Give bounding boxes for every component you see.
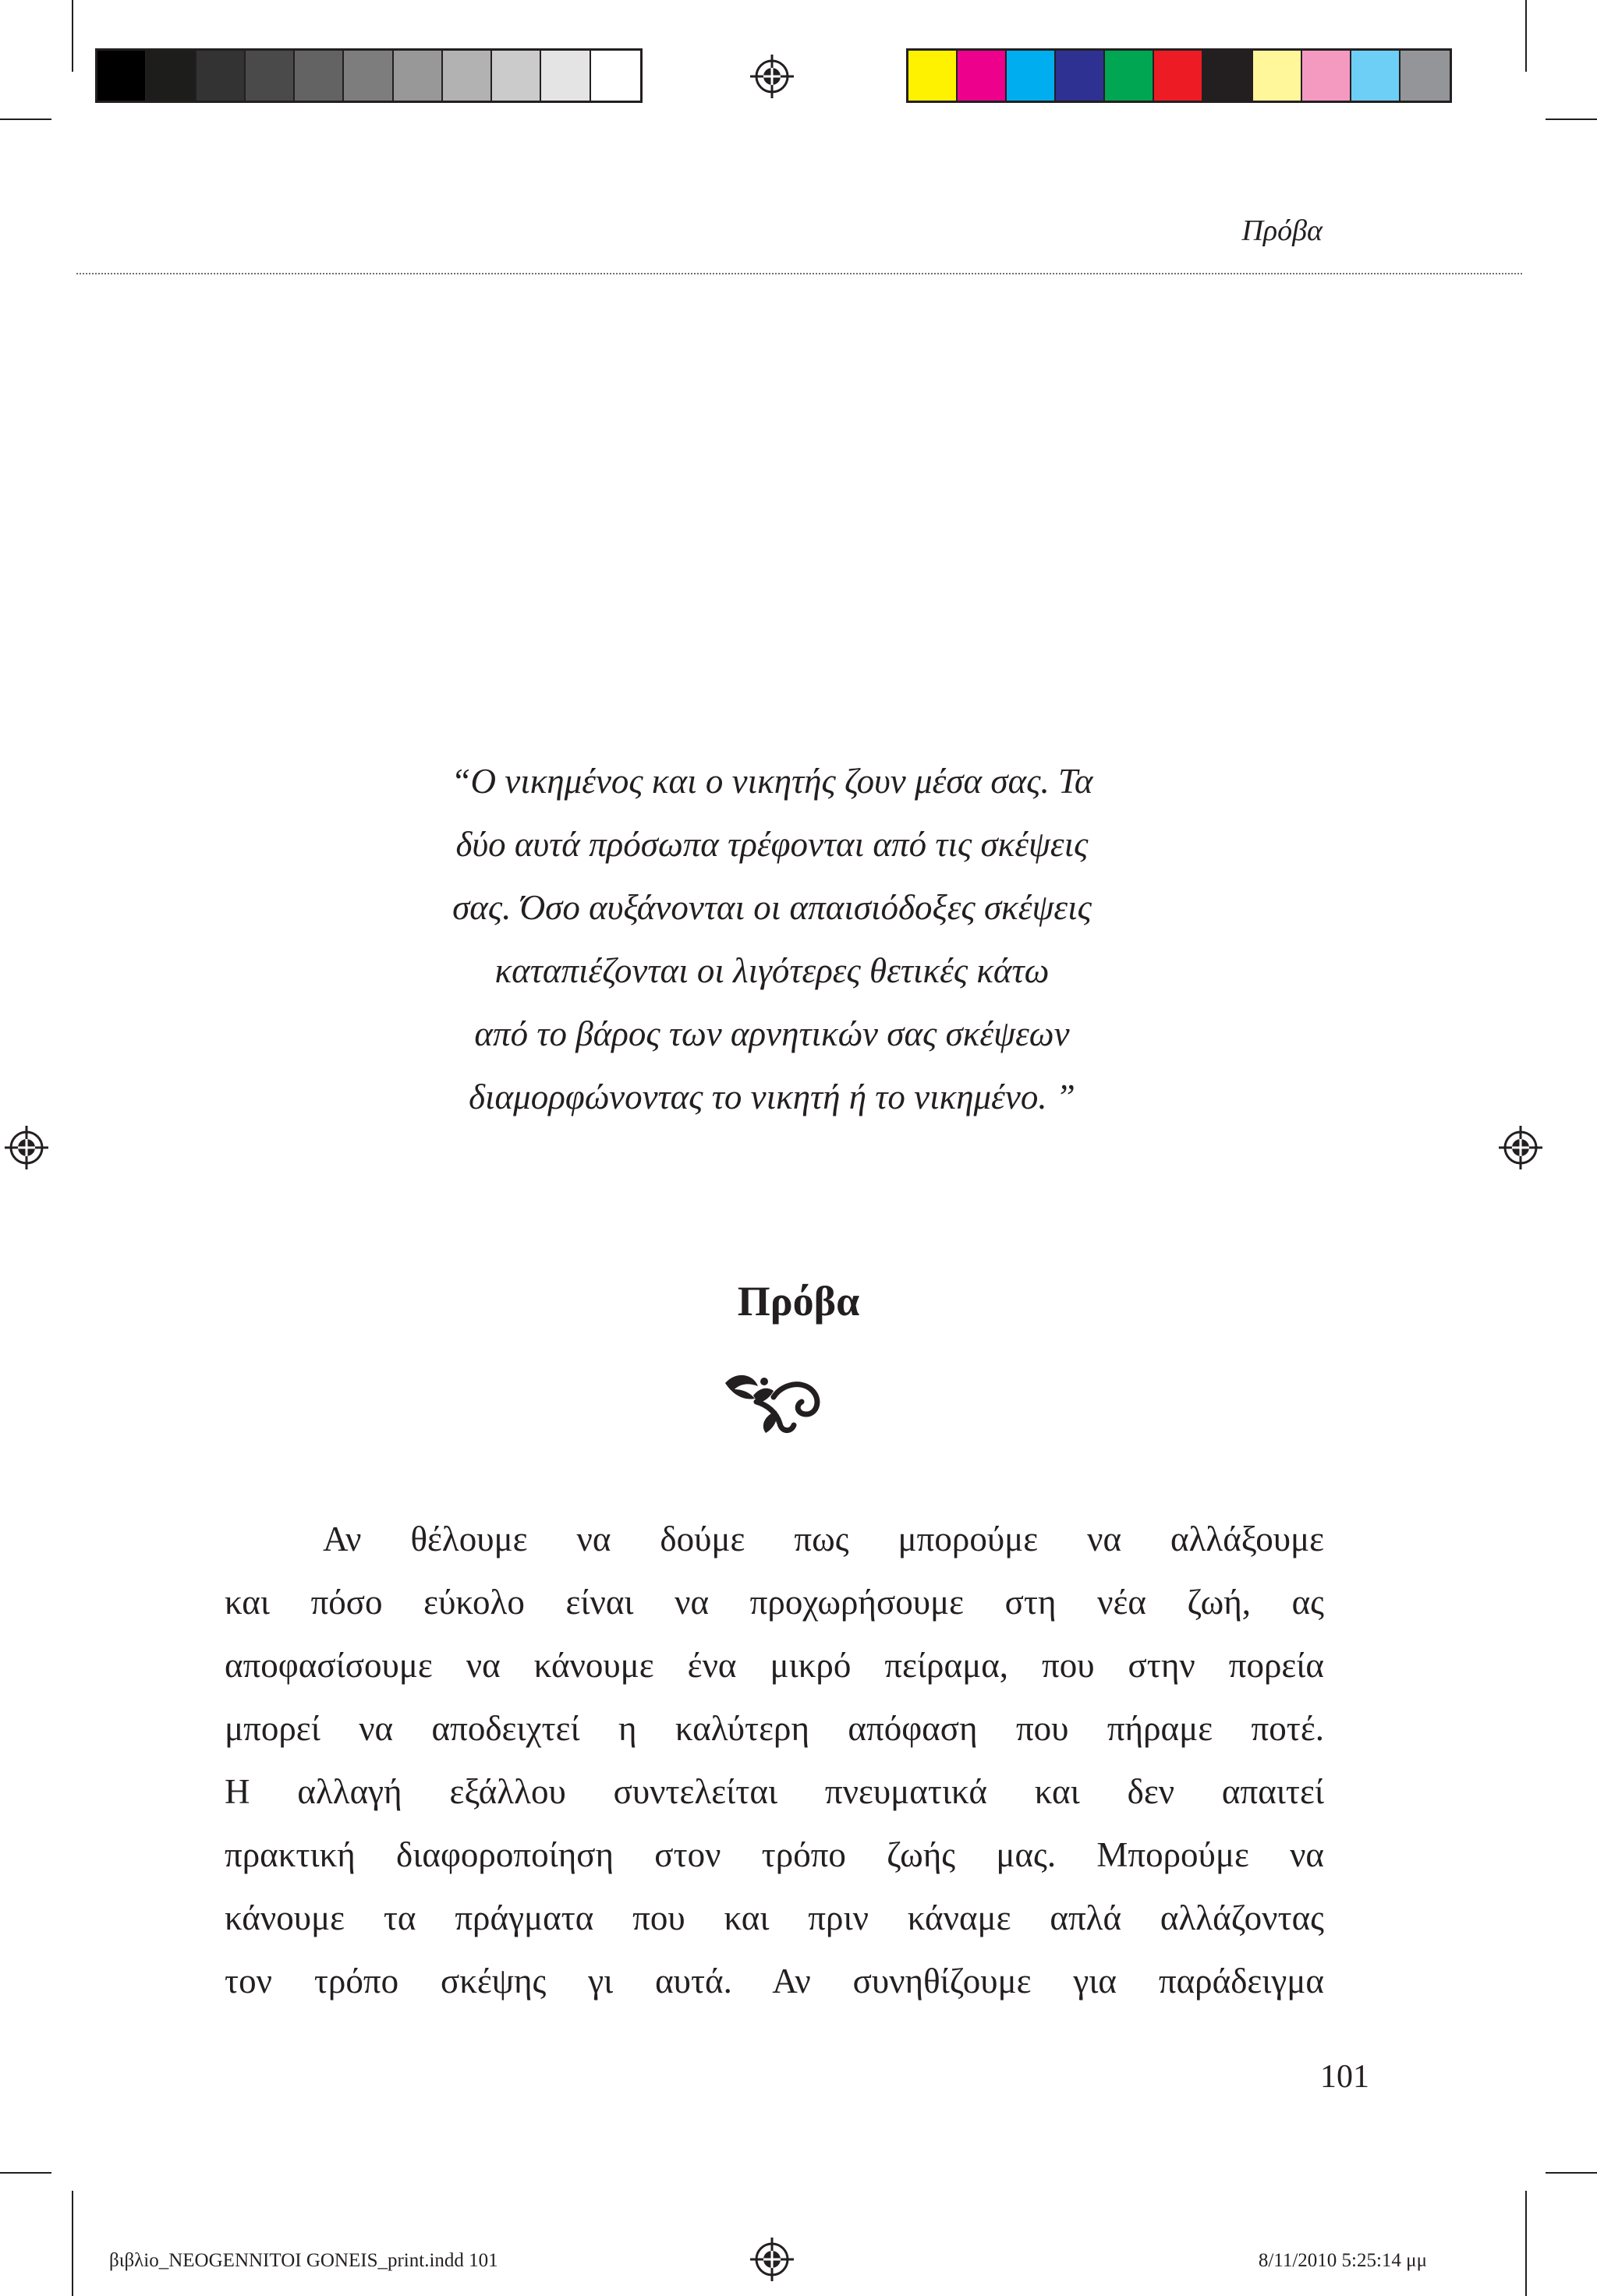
process-swatch — [1056, 51, 1105, 101]
epigraph-line: δύο αυτά πρόσωπα τρέφονται από τις σκέψεις — [455, 825, 1089, 864]
epigraph-line: από το βάρος των αρνητικών σας σκέψεων — [474, 1014, 1070, 1053]
process-swatch — [1105, 51, 1154, 101]
grayscale-swatch — [97, 51, 147, 101]
body-line: κάνουμε τα πράγματα που και πριν κάναμε απλά αλλάζοντας — [225, 1898, 1324, 1937]
grayscale-color-bar — [95, 48, 643, 103]
body-line: και πόσο εύκολο είναι να προχωρήσουμε στη νέα ζωή, ας — [225, 1583, 1324, 1622]
grayscale-swatch — [443, 51, 492, 101]
process-swatch — [1351, 51, 1400, 101]
grayscale-swatch — [295, 51, 344, 101]
process-swatch — [908, 51, 958, 101]
grayscale-swatch — [147, 51, 196, 101]
slug-timestamp: 8/11/2010 5:25:14 μμ — [1258, 2250, 1427, 2271]
grayscale-swatch — [197, 51, 246, 101]
grayscale-swatch — [394, 51, 443, 101]
process-swatch — [958, 51, 1007, 101]
epigraph-line: “Ο νικημένος και ο νικητής ζουν μέσα σας. Τα — [451, 762, 1093, 801]
process-swatch — [1154, 51, 1203, 101]
body-line: μπορεί να αποδειχτεί η καλύτερη απόφαση που πήραμε ποτέ. — [225, 1709, 1324, 1748]
registration-mark-icon — [1499, 1126, 1542, 1169]
grayscale-swatch — [344, 51, 393, 101]
running-head: Πρόβα — [1241, 214, 1323, 247]
registration-mark-icon — [750, 2238, 794, 2281]
epigraph-line: καταπιέζονται οι λιγότερες θετικές κάτω — [494, 951, 1050, 990]
grayscale-swatch — [591, 51, 640, 101]
header-rule — [76, 273, 1522, 274]
registration-mark-icon — [750, 55, 794, 98]
process-swatch — [1302, 51, 1351, 101]
epigraph-quote — [343, 750, 1201, 1129]
slug-filename: βιβλio_NEOGENNITOI GONEIS_print.indd 101 — [109, 2250, 498, 2271]
body-line: Αν θέλουμε να δούμε πως μπορούμε να αλλάξουμε — [323, 1519, 1324, 1558]
epigraph-line: σας. Όσο αυξάνονται οι απαισιόδοξες σκέψεις — [452, 888, 1092, 927]
process-swatch — [1007, 51, 1056, 101]
body-line: αποφασίσουμε να κάνουμε ένα μικρό πείραμα, που στην πορεία — [225, 1646, 1324, 1685]
registration-mark-icon — [5, 1126, 48, 1169]
chapter-title: Πρόβα — [737, 1278, 860, 1325]
body-line: πρακτική διαφοροποίηση στον τρόπο ζωής μας. Μπορούμε να — [225, 1835, 1324, 1874]
body-line: τον τρόπο σκέψης γι αυτά. Αν συνηθίζουμε για παράδειγμα — [225, 1962, 1324, 2001]
page-number: 101 — [1320, 2059, 1369, 2095]
body-line: Η αλλαγή εξάλλου συντελείται πνευματικά και δεν απαιτεί — [225, 1772, 1324, 1811]
process-swatch — [1400, 51, 1450, 101]
grayscale-swatch — [541, 51, 590, 101]
grayscale-swatch — [492, 51, 541, 101]
grayscale-swatch — [246, 51, 295, 101]
body-paragraph — [225, 1508, 1324, 2013]
floral-dingbat-icon — [719, 1366, 828, 1438]
process-swatch — [1253, 51, 1302, 101]
epigraph-line: διαμορφώνοντας το νικητή ή το νικημένο. ” — [469, 1077, 1075, 1116]
process-color-bar — [906, 48, 1452, 103]
process-swatch — [1203, 51, 1252, 101]
